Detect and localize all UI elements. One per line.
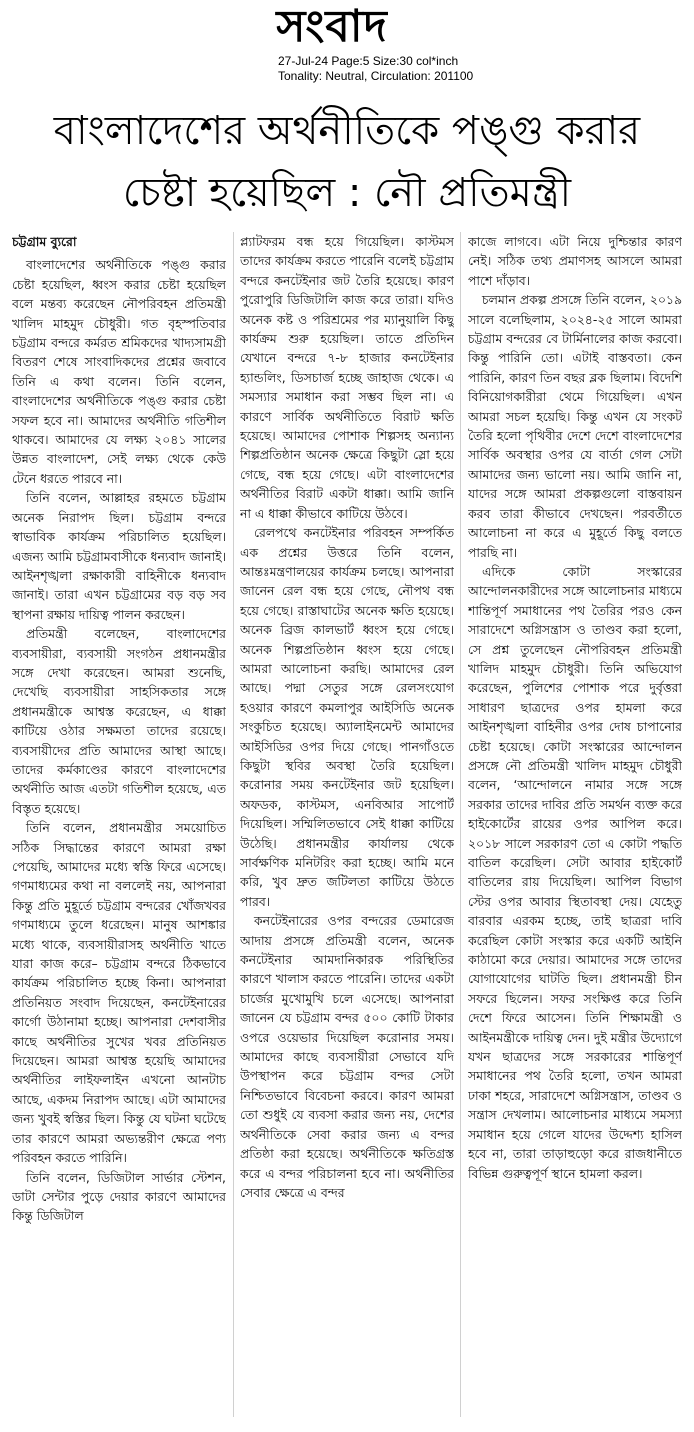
paragraph: তিনি বলেন, প্রধানমন্ত্রীর সময়োচিত সঠিক সিদ্ধান্তের কারণে আমরা রক্ষা পেয়েছি, আমাদের মধ্যে স্বস্তি ফিরে এসেছে। গণমাধ্যমের কথা না বললেই নয়, আপনারা কিন্তু প্রতি মুহূর্তে চট্টগ্রাম বন্দরের খোঁজখবর গণমাধ্যমে তুলে ধরেছেন। মানুষ আশঙ্কার মধ্যে থাকে, ব্যবসায়ীরাসহ অর্থনীতি খাতে যারা কাজ করে– চট্টগ্রাম বন্দরে ঠিকভাবে কার্যক্রম পরিচালিত হচ্ছে কিনা। আপনারা প্রতিনিয়ত সংবাদ দিয়েছেন, কনটেইনারের কার্গো উঠানামা হচ্ছে। আপনারা দেশবাসীর কাছে অর্থনীতির সুখের খবর প্রতিনিয়ত দিয়েছেন। আমরা আশ্বস্ত হয়েছি আমাদের অর্থনীতির লাইফলাইন এখনো আনটাচ আছে, একদম নিরাপদ আছে। এটা আমাদের জন্য খুবই স্বস্তির ছিল। কিন্তু যে ঘটনা ঘটেছে তার কারণে আমরা অভ্যন্তরীণ ক্ষেত্রে পণ্য পরিবহন করতে পারিনি।	[12, 820, 226, 1166]
paragraph: প্রতিমন্ত্রী বলেছেন, বাংলাদেশের ব্যবসায়ীরা, ব্যবসায়ী সংগঠন প্রধানমন্ত্রীর সঙ্গে দেখা করেছেন। আমরা শুনেছি, দেখেছি ব্যবসায়ীরা সাহসিকতার সঙ্গে প্রধানমন্ত্রীকে আশ্বস্ত করেছেন, এ ধাক্কা কাটিয়ে ওঠার সক্ষমতা তাদের রয়েছে। ব্যবসায়ীদের প্রতি আমাদের আস্থা আছে। তাদের কর্মকাণ্ডের কারণে বাংলাদেশের অর্থনীতি আজ এতটা গতিশীল হয়েছে, এত বিস্তৃত হয়েছে।	[12, 626, 226, 816]
clipping-meta	[278, 54, 578, 84]
article-column-1	[12, 232, 226, 1422]
paragraph: তিনি বলেন, আল্লাহর রহমতে চট্টগ্রাম অনেক নিরাপদ ছিল। চট্টগ্রাম বন্দরে স্বাভাবিক কার্যক্রম পরিচালিত হয়েছিল। এজন্য আমি চট্টগ্রামবাসীকে ধন্যবাদ জানাই। আইনশৃঙ্খলা রক্ষাকারী বাহিনীকে ধন্যবাদ জানাই। তারা এখন চট্টগ্রামের বড় বড় সব স্থাপনা রক্ষায় দায়িত্ব পালন করছেন।	[12, 490, 226, 622]
meta-tonality-circulation: Tonality: Neutral, Circulation: 201100	[278, 69, 474, 83]
masthead	[0, 0, 694, 100]
headline-line-1: বাংলাদেশের অর্থনীতিকে পঙ্গু করার	[53, 108, 641, 154]
headline-line-2: চেষ্টা হয়েছিল : নৌ প্রতিমন্ত্রী	[122, 170, 572, 216]
newspaper-logo	[207, 2, 457, 52]
paragraph: এদিকে কোটা সংস্কারের আন্দোলনকারীদের সঙ্গে আলোচনার মাধ্যমে শান্তিপূর্ণ সমাধানের পথ তৈরির পরও কেন সারাদেশে অগ্নিসন্ত্রাস ও তাণ্ডব করা হলো, সে প্রশ্ন তুলেছেন নৌপরিবহন প্রতিমন্ত্রী খালিদ মাহমুদ চৌধুরী। তিনি অভিযোগ করেছেন, পুলিশের পোশাক পরে দুর্বৃত্তরা সাধারণ ছাত্রদের ওপর হামলা করে আইনশৃঙ্খলা বাহিনীর ওপর দোষ চাপানোর চেষ্টা হয়েছে। কোটা সংস্কারের আন্দোলন প্রসঙ্গে নৌ প্রতিমন্ত্রী খালিদ মাহমুদ চৌধুরী বলেন, ‘আন্দোলনে নামার সঙ্গে সঙ্গে সরকার তাদের দাবির প্রতি সমর্থন ব্যক্ত করে হাইকোর্টের রায়ের ওপর আপিল করে। ২০১৮ সালে সরকারণ তো এ কোটা পদ্ধতি বাতিল করেছিল। সেটা আবার হাইকোর্ট বাতিলের রায় দিয়েছিল। আপিল বিভাগ স্টের ওপর আবার স্থিতাবস্থা দেয়। যেহেতু বারবার এরকম হচ্ছে, তাই ছাত্ররা দাবি করেছিল কোটা সংস্কার করে একটি আইনি কাঠামো করে দেয়ার। আমাদের সঙ্গে তাদের যোগাযোগের ঘাটতি ছিল। প্রধানমন্ত্রী চীন সফরে ছিলেন। সফর সংক্ষিপ্ত করে তিনি দেশে ফিরে আসেন। তিনি শিক্ষামন্ত্রী ও আইনমন্ত্রীকে দায়িত্ব দেন। দুই মন্ত্রীর উদ্যোগে যখন ছাত্রদের সঙ্গে সরকারের শান্তিপূর্ণ সমাধানের পথ তৈরি হলো, তখন আমরা ঢাকা শহরে, সারাদেশে অগ্নিসন্ত্রাস, তাণ্ডব ও সন্ত্রাস দেখলাম। আলোচনার মাধ্যমে সমস্যা সমাধান হয়ে গেলে যাদের উদ্দেশ্য হাসিল হবে না, তারা তাড়াহুড়ো করে রাজধানীতে বিভিন্ন গুরুত্বপূর্ণ স্থানে হামলা করল।	[468, 563, 682, 1181]
paragraph: কাজে লাগবে। এটা নিয়ে দুশ্চিন্তার কারণ নেই। সঠিক তথ্য প্রমাণসহ আসলে আমরা পাশে দাঁড়াব।	[468, 234, 682, 288]
paragraph: বাংলাদেশের অর্থনীতিকে পঙ্গু করার চেষ্টা হয়েছিল, ধ্বংস করার চেষ্টা হয়েছিল বলে মন্তব্য করেছেন নৌপরিবহন প্রতিমন্ত্রী খালিদ মাহমুদ চৌধুরী। গত বৃহস্পতিবার চট্টগ্রাম বন্দরে কর্মরত শ্রমিকদের খাদ্যসামগ্রী বিতরণ শেষে সাংবাদিকদের প্রশ্নের জবাবে তিনি এ কথা বলেন। তিনি বলেন, বাংলাদেশের অর্থনীতিকে পঙ্গু করার চেষ্টা সফল হবে না। আমাদের অর্থনীতি গতিশীল থাকবে। আমাদের যে লক্ষ্য ২০৪১ সালের উন্নত বাংলাদেশ, সেই লক্ষ্য থেকে কেউ টেনে ধরতে পারবে না।	[12, 257, 226, 486]
headline	[0, 100, 694, 224]
logo-text: সংবাদ	[276, 1, 388, 52]
paragraph: তিনি বলেন, ডিজিটাল সার্ভার স্টেশন, ডাটা সেন্টার পুড়ে দেয়ার কারণে আমাদের কিন্তু ডিজিটাল	[12, 1169, 226, 1224]
article-column-2	[240, 232, 454, 1422]
article-body	[12, 232, 682, 1422]
paragraph: চলমান প্রকল্প প্রসঙ্গে তিনি বলেন, ২০১৯ সালে বলেছিলাম, ২০২৪-২৫ সালে আমরা চট্টগ্রাম বন্দরের বে টার্মিনালের কাজ করবো। কিন্তু পারিনি তো। এটাই বাস্তবতা। কেন পারিনি, কারণ তিন বছর ব্লক ছিলাম। বিদেশি বিনিয়োগকারীরা থেমে গিয়েছিল। এখন আমরা সচল হয়েছি। কিন্তু এখন যে সংকট তৈরি হলো পৃথিবীর দেশে দেশে বাংলাদেশের সার্বিক অবস্থার ওপর যে বার্তা গেল সেটা আমাদের জন্য ভালো নয়। আমি জানি না, যাদের সঙ্গে আমরা প্রকল্পগুলো বাস্তবায়ন করব তারা কীভাবে দেখছেন। পরবর্তীতে আলোচনা না করে এ মুহূর্তে কিছু বলতে পারছি না।	[468, 292, 682, 560]
paragraph: প্ল্যাটফরম বন্ধ হয়ে গিয়েছিল। কাস্টমস তাদের কার্যক্রম করতে পারেনি বলেই চট্টগ্রাম বন্দরে কনটেইনার জট তৈরি হয়েছে। কারণ পুরোপুরি ডিজিটালি কাজ করে তারা। যদিও অনেক কষ্ট ও পরিশ্রমের পর ম্যানুয়ালি কিছু কার্যক্রম শুরু হয়েছিল। তাতে প্রতিদিন যেখানে বন্দরে ৭-৮ হাজার কনটেইনার হ্যান্ডলিং, ডিসচার্জ হচ্ছে জাহাজ থেকে। এ সমস্যার সমাধান করা সম্ভব ছিল না। এ কারণে সার্বিক অর্থনীতিতে বিরাট ক্ষতি হয়েছে। আমাদের পোশাক শিল্পসহ অন্যান্য শিল্পপ্রতিষ্ঠান অনেক ক্ষেত্রে কিছুটা স্লো হয়ে গেছে, বন্ধ হয়ে গেছে। এটা বাংলাদেশের অর্থনীতির বিরাট একটা ধাক্কা। আমি জানি না এ ধাক্কা কীভাবে কাটিয়ে উঠবে।	[240, 234, 454, 521]
article-column-3	[468, 232, 682, 1422]
paragraph: কনটেইনারের ওপর বন্দরের ডেমারেজ আদায় প্রসঙ্গে প্রতিমন্ত্রী বলেন, অনেক কনটেইনার আমদানিকারক পরিস্থিতির কারণে খালাস করতে পারেনি। তাদের একটা চার্জের মুখোমুখি চলে এসেছে। আপনারা জানেন যে চট্টগ্রাম বন্দর ৫০০ কোটি টাকার ওপরে ওয়েভার দিয়েছিল করোনার সময়। আমাদের কাছে ব্যবসায়ীরা সেভাবে যদি উপস্থাপন করে চট্টগ্রাম বন্দর সেটা নিশ্চিতভাবে বিবেচনা করবে। কারণ আমরা তো শুধুই যে ব্যবসা করার জন্য নয়, দেশের অর্থনীতিকে সেবা করার জন্য এ বন্দর প্রতিষ্ঠা করা হয়েছে। অর্থনীতিকে ক্ষতিগ্রস্ত করে এ বন্দর পরিচালনা হবে না। অর্থনীতির সেবার ক্ষেত্রে এ বন্দর	[240, 913, 454, 1200]
paragraph: রেলপথে কনটেইনার পরিবহন সম্পর্কিত এক প্রশ্নের উত্তরে তিনি বলেন, আন্তঃমন্ত্রণালয়ের কার্যক্রম চলছে। আপনারা জানেন রেল বন্ধ হয়ে গেছে, নৌপথ বন্ধ হয়ে গেছে। রাস্তাঘাটের অনেক ক্ষতি হয়েছে। অনেক ব্রিজ কালভার্ট ধ্বংস হয়ে গেছে। অনেক শিল্পপ্রতিষ্ঠান ধ্বংস হয়ে গেছে। আমরা আলোচনা করছি। আমাদের রেল আছে। পদ্মা সেতুর সঙ্গে রেলসংযোগ হওয়ার কারণে কমলাপুর আইসিডি অনেক সংকুচিত হয়েছে। অ্যালাইনমেন্ট আমাদের আইসিডির ওপর দিয়ে গেছে। পানগাঁওতে কিছুটা স্থবির অবস্থা তৈরি হয়েছিল। করোনার সময় কনটেইনার জট হয়েছিল। অফডক, কাস্টমস, এনবিআর সাপোর্ট দিয়েছিল। সম্মিলিতভাবে সেই ধাক্কা কাটিয়ে উঠেছি। প্রধানমন্ত্রীর কার্যালয় থেকে সার্বক্ষণিক মনিটরিং করা হচ্ছে। আমি মনে করি, খুব দ্রুত জটিলতা কাটিয়ে উঠতে পারব।	[240, 525, 454, 909]
meta-date-page-size: 27-Jul-24 Page:5 Size:30 col*inch	[278, 54, 459, 68]
byline: চট্টগ্রাম ব্যুরো	[12, 234, 77, 249]
